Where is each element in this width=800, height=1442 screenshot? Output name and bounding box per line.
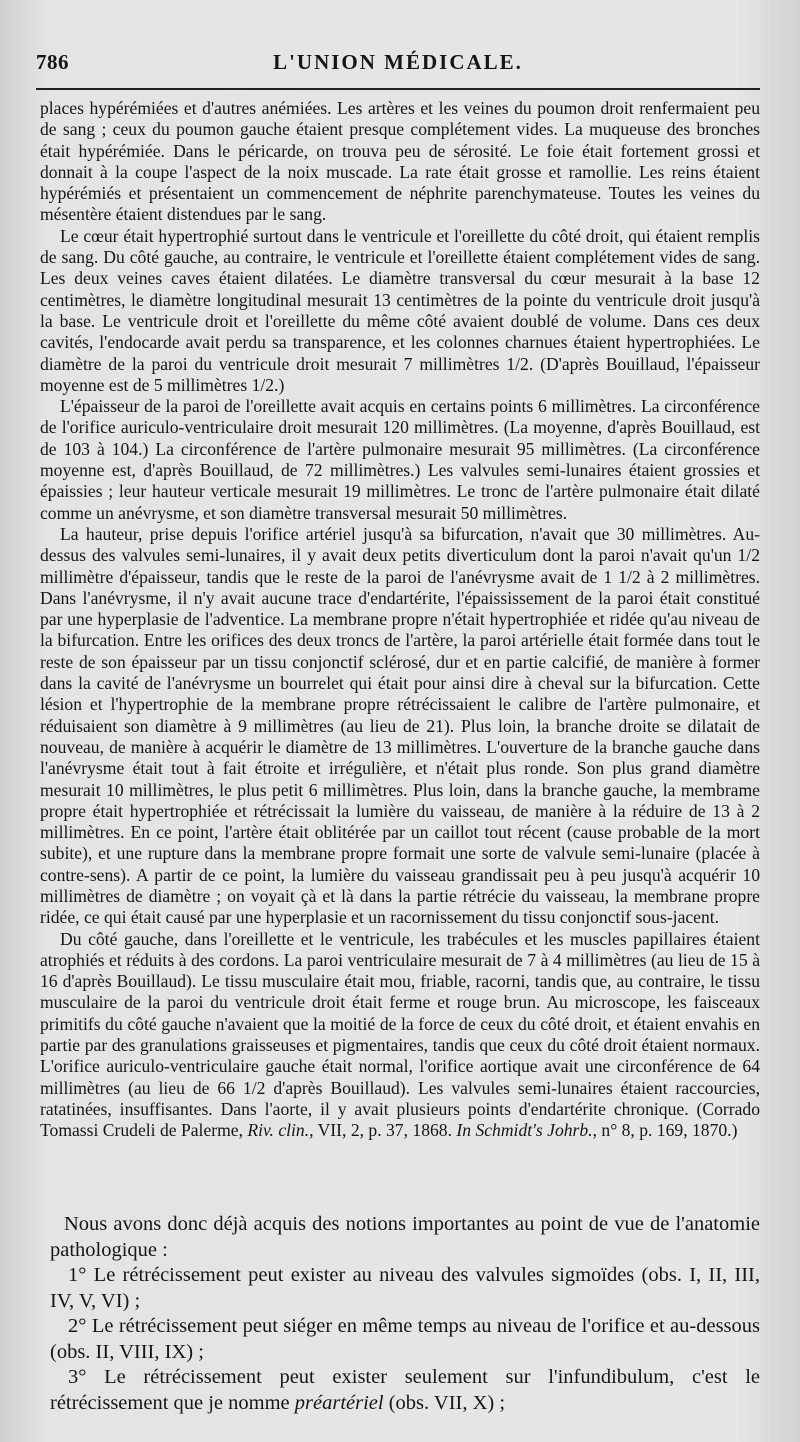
paragraph-autopsy: places hypérémiées et d'autres anémiées. Les artères et les veines du poumon droit renfermaient peu de sang ; ceux du poumon gauche étaient presque complétement vides. La muqueuse des bronches était hypérémiée. Dans le péricarde, on trouva peu de sérosité. Le foie était fortement grossi et donnait à la coupe l'aspect de la noix muscade. La rate était grosse et ramollie. Les reins étaient hypérémiés et présentaient un commencement de néphrite parenchymateuse. Toutes les veines du mésentère étaient distendues par le sang. [40, 98, 760, 225]
conclusion-intro: Nous avons donc déjà acquis des notions importantes au point de vue de l'anatomie pathologique : [50, 1213, 760, 1261]
page-header [36, 50, 760, 80]
conclusion-item-1: 1° Le rétrécissement peut exister au niveau des valvules sigmoïdes (obs. I, II, III, IV, V, VI) ; [50, 1264, 760, 1312]
conclusion-item-2: 2° Le rétrécissement peut siéger en même temps au niveau de l'orifice et au-dessous (obs. II, VIII, IX) ; [50, 1315, 760, 1363]
conclusion-item-3 [50, 1365, 760, 1416]
header-rule [36, 88, 760, 90]
running-title: L'UNION MÉDICALE. [273, 50, 523, 74]
item-3-ref: (obs. VII, X) ; [383, 1391, 506, 1414]
case-report-text [40, 98, 760, 1142]
page-number: 786 [36, 50, 69, 74]
citation-prefix: (Corrado Tomassi Crudeli de Palerme, [40, 1098, 760, 1141]
left-side-text: Du côté gauche, dans l'oreillette et le ventricule, les trabécules et les muscles papillaires étaient atrophiés et réduits à des cordons. La paroi ventriculaire mesurait de 7 à 4 millimètres (au lieu de 15 à 16 d'après Bouillaud). Le tissu musculaire était mou, friable, racorni, tandis que, au contraire, le tissu musculaire de la paroi du ventricule droit était ferme et rouge brun. Au microscope, les faisceaux primitifs du côté gauche n'avaient que la moitié de la force de ceux du côté droit, et étaient envahis en partie par des granulations graisseuses et pigmentaires, tandis que ceux du côté droit étaient normaux. L'orifice auriculo-ventriculaire gauche était normal, l'orifice aortique avait une circonférence de 64 millimètres (au lieu de 66 1/2 d'après Bouillaud). Les valvules semi-lunaires étaient raccourcies, ratatinées, insuffisantes. Dans l'aorte, il y avait plusieurs points d'endartérite chronique. [40, 928, 760, 1119]
term-prearteriel: préartériel [294, 1391, 384, 1414]
citation-source: In Schmidt's Johrb. [456, 1120, 593, 1141]
paragraph-aneurysm: La hauteur, prise depuis l'orifice artériel jusqu'à sa bifurcation, n'avait que 30 millimètres. Au-dessus des valvules semi-lunaires, il y avait deux petits diverticulum dont la paroi n'avait qu'un 1/2 millimètre d'épaisseur, tandis que le reste de la paroi de l'anévrysme avait de 1 1/2 à 2 millimètres. Dans l'anévrysme, il n'y avait aucune trace d'endartérite, l'épaississement de la paroi était constitué par une hyperplasie de l'adventice. La membrane propre n'était hypertrophiée et ridée qu'au niveau de la bifurcation. Entre les orifices des deux troncs de l'artère, la paroi artérielle était formée dans tout le reste de son épaisseur par un tissu conjonctif sclérosé, dur et en partie calcifié, de manière à former dans la cavité de l'anévrysme un bourrelet qui était pour ainsi dire à cheval sur la bifurcation. Cette lésion et l'hypertrophie de la membrane propre rétrécissaient le calibre de l'artère pulmonaire, et réduisaient son diamètre à 9 millimètres (au lieu de 21). Plus loin, la branche droite se dilatait de nouveau, de manière à acquérir le diamètre de 13 millimètres. L'ouverture de la branche gauche dans l'anévrysme était tout à fait étroite et irrégulière, et n'était plus ronde. Son plus grand diamètre mesurait 10 millimètres, le plus petit 6 millimètres. Plus loin, dans la branche gauche, la membrame propre était hypertrophiée et rétrécissait la lumière du vaisseau, de manière à la réduire de 13 à 2 millimètres. En ce point, l'artère était oblitérée par un caillot tout récent (cause probable de la mort subite), et une rupture dans la membrane propre formait une sorte de valvule semi-lunaire (placée à contre-sens). A partir de ce point, la lumière du vaisseau grandissait peu à peu jusqu'à acquérir 10 millimètres de diamètre ; on voyait çà et là dans la partie rétrécie du vaisseau, la membrane propre ridée, ce qui était causé par une hyperplasie et un racornissement du tissu conjonctif sous-jacent. [40, 523, 760, 928]
paragraph-heart: Le cœur était hypertrophié surtout dans le ventricule et l'oreillette du côté droit, qui étaient remplis de sang. Du côté gauche, au contraire, le ventricule et l'oreillette étaient complétement vides de sang. Les deux veines caves étaient dilatées. Le diamètre transversal du cœur mesurait à la base 12 centimètres, le diamètre longitudinal mesurait 13 centimètres de la pointe du ventricule droit jusqu'à la base. Le ventricule droit et l'oreillette du même côté avaient doublé de volume. Dans ces deux cavités, l'endocarde avait perdu sa transparence, et les colonnes charnues étaient hypertrophiées. Le diamètre de la paroi du ventricule droit mesurait 7 millimètres 1/2. (D'après Bouillaud, l'épaisseur moyenne est de 5 millimètres 1/2.) [40, 225, 760, 395]
conclusions-text [50, 1212, 760, 1416]
paragraph-left-side [40, 929, 760, 1142]
paragraph-auricle: L'épaisseur de la paroi de l'oreillette avait acquis en certains points 6 millimètres. La circonférence de l'orifice auriculo-ventriculaire droit mesurait 120 millimètres. (La moyenne, d'après Bouillaud, est de 103 à 104.) La circonférence de l'artère pulmonaire mesurait 95 millimètres. (La circonférence moyenne est, d'après Bouillaud, de 72 millimètres.) Les valvules semi-lunaires étaient grossies et épaissies ; leur hauteur verticale mesurait 19 millimètres. Le tronc de l'artère pulmonaire était dilaté comme un anévrysme, et son diamètre transversal mesurait 50 millimètres. [40, 396, 760, 523]
citation-suffix: , n° 8, p. 169, 1870.) [592, 1120, 738, 1141]
citation-middle: , VII, 2, p. 37, 1868. [309, 1120, 457, 1141]
item-3-text: 3° Le rétrécissement peut exister seulement sur l'infundibulum, c'est le rétrécissement que je nomme [50, 1366, 760, 1414]
citation-journal: Riv. clin. [247, 1120, 310, 1141]
